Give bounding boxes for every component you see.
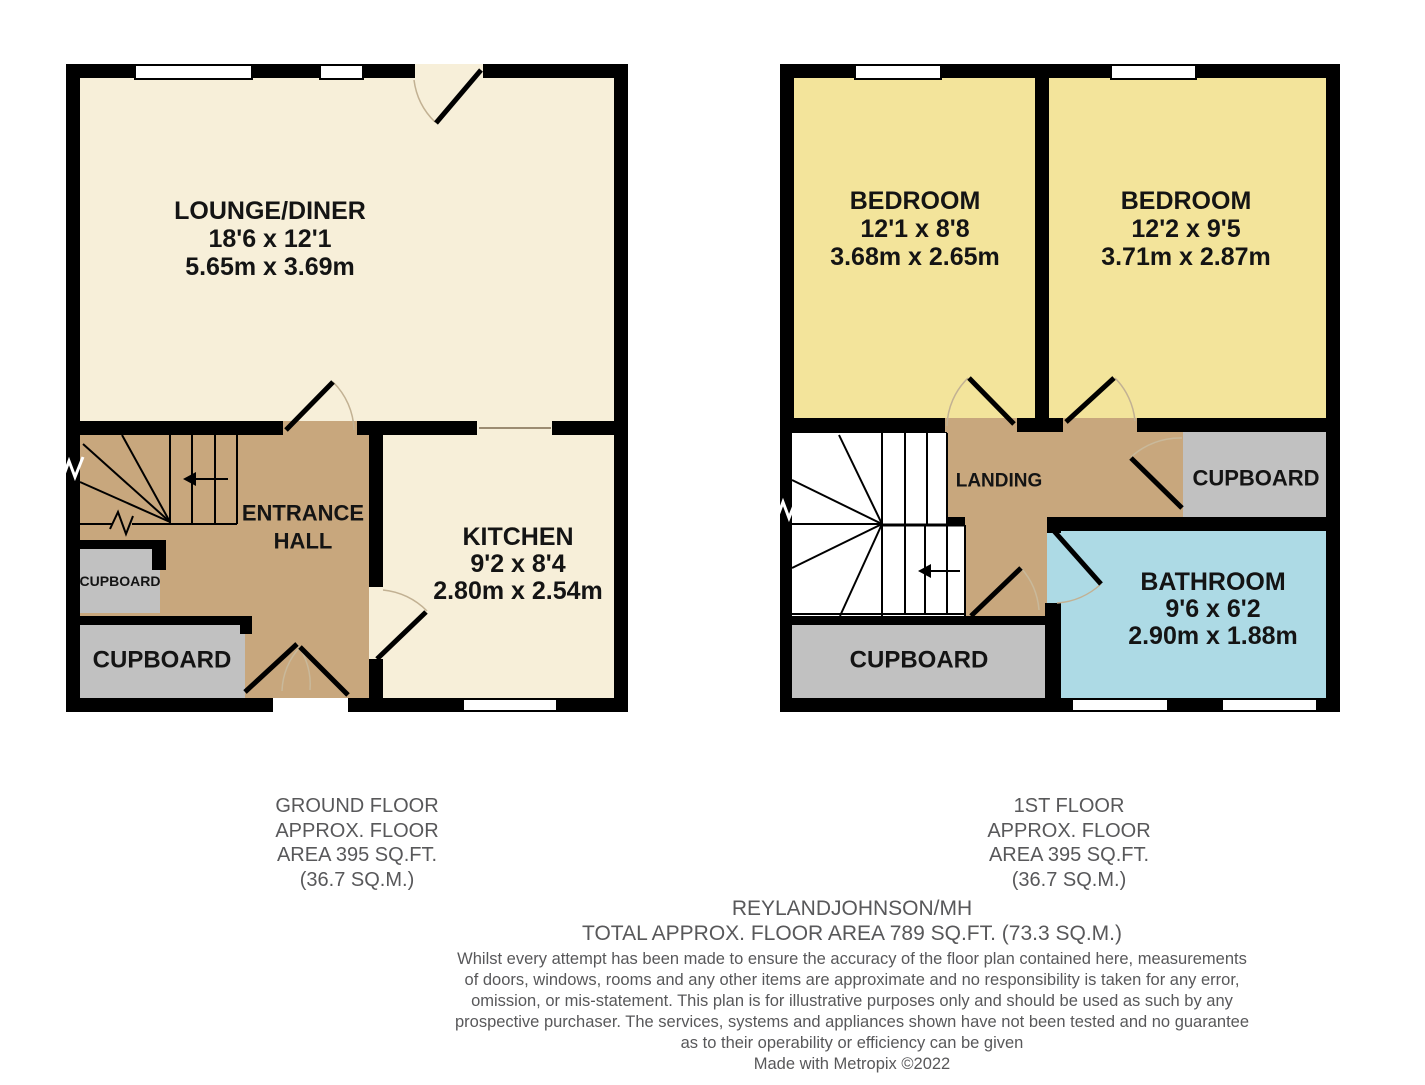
caption-line: 1ST FLOOR (1013, 795, 1125, 817)
disclaimer (455, 949, 1249, 1075)
window (135, 65, 252, 79)
ground-floor-plan (62, 64, 628, 712)
bathroom-size-m: 2.90m x 1.88m (1128, 622, 1298, 650)
cupboard-top-label: CUPBOARD (1192, 465, 1320, 491)
window (855, 65, 941, 79)
entrance-hall-label-line2: HALL (273, 528, 333, 554)
ground-floor-caption (275, 794, 438, 892)
bedroom-right-size-ft: 12'2 x 9'5 (1131, 215, 1241, 243)
caption-line: AREA 395 SQ.FT. (276, 844, 438, 866)
landing-floor-lower (965, 517, 1047, 616)
caption-line: APPROX. FLOOR (275, 819, 439, 842)
cupboard-large-label: CUPBOARD (92, 646, 232, 674)
reference-code: REYLANDJOHNSON/MH (731, 897, 973, 920)
total-floor-area: TOTAL APPROX. FLOOR AREA 789 SQ.FT. (73.3 SQ.M.) (582, 922, 1122, 945)
kitchen-door-opening (369, 587, 383, 659)
front-door-wall-gap (273, 698, 348, 712)
lounge-diner-floor (80, 78, 614, 421)
cupboard-bottom-label: CUPBOARD (849, 646, 989, 674)
caption-line: (36.7 SQ.M.) (299, 868, 415, 891)
disclaimer-line: Whilst every attempt has been made to ensure the accuracy of the floor plan contained here, measurements (457, 950, 1247, 968)
bedroom-left-door-opening (945, 418, 1017, 432)
disclaimer-line: as to their operability or efficiency can be given (680, 1034, 1024, 1052)
window (1072, 699, 1168, 711)
lounge-label: LOUNGE/DINER (174, 197, 366, 225)
first-floor-plan (776, 64, 1340, 712)
caption-line: AREA 395 SQ.FT. (988, 844, 1150, 866)
bedroom-right-size-m: 3.71m x 2.87m (1101, 243, 1271, 271)
bedroom-left-label: BEDROOM (849, 187, 981, 215)
metropix-credit: Made with Metropix ©2022 (753, 1055, 951, 1073)
bedroom-right-door-opening (1063, 418, 1137, 432)
caption-line: GROUND FLOOR (275, 795, 439, 817)
lounge-size-ft: 18'6 x 12'1 (208, 225, 332, 253)
entrance-hall-label-line1: ENTRANCE (241, 500, 365, 526)
bedroom-left-size-m: 3.68m x 2.65m (830, 243, 1000, 271)
bathroom-door-opening (1047, 533, 1061, 603)
first-floor-caption (987, 794, 1150, 892)
bathroom-size-ft: 9'6 x 6'2 (1165, 595, 1261, 623)
window (1111, 65, 1196, 79)
bedroom-left-size-ft: 12'1 x 8'8 (860, 215, 970, 243)
kitchen-size-ft: 9'2 x 8'4 (470, 550, 566, 578)
landing-label: LANDING (955, 470, 1043, 492)
bedroom-right-label: BEDROOM (1120, 187, 1252, 215)
kitchen-size-m: 2.80m x 2.54m (433, 577, 603, 605)
disclaimer-line: prospective purchaser. The services, systems and appliances shown have not been tested and no guarantee (454, 1013, 1250, 1031)
caption-line: APPROX. FLOOR (987, 819, 1151, 842)
disclaimer-line: omission, or mis-statement. This plan is for illustrative purposes only and should be used as such by any (471, 992, 1233, 1010)
kitchen-label: KITCHEN (462, 523, 574, 551)
window (320, 65, 363, 79)
window (1222, 699, 1317, 711)
window (463, 699, 557, 711)
caption-line: (36.7 SQ.M.) (1011, 868, 1127, 891)
cupboard-small-label: CUPBOARD (79, 573, 161, 589)
lounge-size-m: 5.65m x 3.69m (185, 253, 355, 281)
bathroom-label: BATHROOM (1140, 568, 1286, 596)
disclaimer-line: of doors, windows, rooms and any other items are approximate and no responsibility is taken for any error, (464, 971, 1240, 989)
